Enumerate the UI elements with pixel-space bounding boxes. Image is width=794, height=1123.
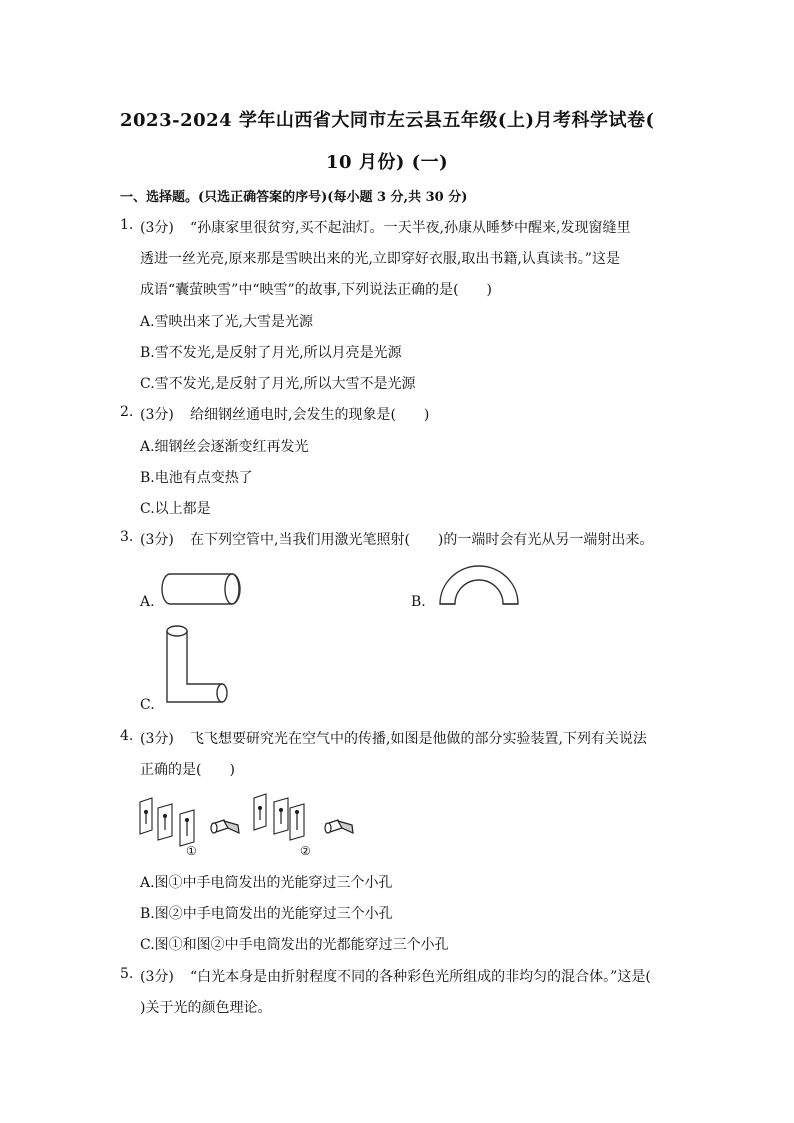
question-3-number: 3. xyxy=(120,529,134,545)
question-2-number: 2. xyxy=(120,404,134,420)
question-4-score: (3分) xyxy=(140,731,174,747)
question-4-option-a[interactable]: A.图①中手电筒发出的光能穿过三个小孔 xyxy=(140,875,393,891)
question-1-number: 1. xyxy=(120,217,134,233)
question-2-text-line1: 给细钢丝通电时,会发生的现象是( ) xyxy=(190,407,430,423)
page-title-line1: 2023-2024 学年山西省大同市左云县五年级(上)月考科学试卷( xyxy=(120,110,655,131)
question-1-text-line2: 透进一丝光亮,原来那是雪映出来的光,立即穿好衣服,取出书籍,认真读书。”这是 xyxy=(140,251,620,267)
experiment-figure xyxy=(130,790,370,860)
question-4-number: 4. xyxy=(120,728,134,744)
question-1-option-a[interactable]: A.雪映出来了光,大雪是光源 xyxy=(140,314,314,330)
question-2-option-b[interactable]: B.电池有点变热了 xyxy=(140,470,253,486)
question-1-text-line1: “孙康家里很贫穷,买不起油灯。一天半夜,孙康从睡梦中醒来,发现窗缝里 xyxy=(190,220,631,236)
question-4-option-b[interactable]: B.图②中手电筒发出的光能穿过三个小孔 xyxy=(140,906,393,922)
question-2-option-c[interactable]: C.以上都是 xyxy=(140,501,211,517)
question-5-number: 5. xyxy=(120,966,134,982)
question-5-score: (3分) xyxy=(140,969,174,985)
question-5-text-line1: “白光本身是由折射程度不同的各种彩色光所组成的非均匀的混合体。”这是( xyxy=(190,969,651,985)
question-1-text-line3: 成语“囊萤映雪”中“映雪”的故事,下列说法正确的是( ) xyxy=(140,282,493,298)
question-5-text-line2: )关于光的颜色理论。 xyxy=(140,1000,272,1016)
question-2-option-a[interactable]: A.细钢丝会逐渐变红再发光 xyxy=(140,439,309,455)
question-1-option-b[interactable]: B.雪不发光,是反射了月光,所以月亮是光源 xyxy=(140,345,402,361)
question-1-score: (3分) xyxy=(140,220,174,236)
question-4-option-c[interactable]: C.图①和图②中手电筒发出的光都能穿过三个小孔 xyxy=(140,937,449,953)
question-2-score: (3分) xyxy=(140,407,174,423)
question-3-text-line1: 在下列空管中,当我们用激光笔照射( )的一端时会有光从另一端射出来。 xyxy=(190,532,654,548)
l-shaped-tube-figure xyxy=(160,622,236,712)
figure-label-2: ② xyxy=(300,844,311,858)
arched-tube-figure xyxy=(436,562,522,608)
question-1-option-c[interactable]: C.雪不发光,是反射了月光,所以大雪不是光源 xyxy=(140,376,416,392)
section-heading: 一、选择题。(只选正确答案的序号)(每小题 3 分,共 30 分) xyxy=(120,190,468,205)
question-3-score: (3分) xyxy=(140,532,174,548)
figure-label-1: ① xyxy=(186,844,197,858)
question-3-option-a[interactable]: A. xyxy=(140,594,155,610)
question-3-option-b[interactable]: B. xyxy=(411,594,426,610)
question-4-text-line1: 飞飞想要研究光在空气中的传播,如图是他做的部分实验装置,下列有关说法 xyxy=(190,731,647,747)
page-title-line2: 10 月份) (一) xyxy=(326,152,449,173)
straight-tube-figure xyxy=(160,570,244,610)
question-4-text-line2: 正确的是( ) xyxy=(140,762,235,778)
flashlight-icon xyxy=(211,820,239,833)
flashlight-icon xyxy=(325,820,353,833)
question-3-option-c[interactable]: C. xyxy=(140,697,155,713)
